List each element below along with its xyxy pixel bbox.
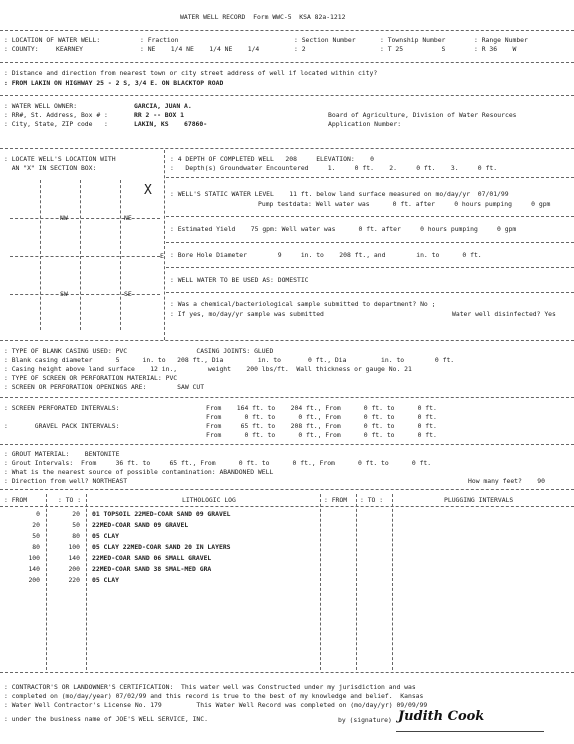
yield-line: : Estimated Yield 75 gpm: Well water was 0 ft. after 0 hours pumping 0 gpm (170, 225, 517, 233)
log-from-header: : FROM (4, 496, 28, 504)
sample-date-line: : If yes, mo/day/yr sample was submitted (170, 310, 324, 318)
certification-line-4: : under the business name of JOE'S WELL SERVICE, INC. (4, 715, 208, 723)
grid-line (10, 218, 160, 219)
address-label: : RR#, St. Address, Box # : (4, 111, 108, 119)
gravel-interval-row: From 65 ft. to 208 ft., From 0 ft. to 0 ft. (206, 422, 437, 430)
log-from: 140 (28, 565, 40, 573)
divider (166, 292, 574, 293)
divider (0, 95, 574, 96)
column-divider (164, 150, 165, 340)
grid-line (80, 180, 81, 330)
log-from: 0 (36, 510, 40, 518)
log-description: 05 CLAY 22MED-COAR SAND 20 IN LAYERS (92, 543, 231, 551)
divider (0, 489, 574, 490)
log-to: 220 (68, 576, 80, 584)
log-to: 50 (72, 521, 80, 529)
grid-e-label: E (160, 252, 164, 260)
grid-line (120, 180, 121, 330)
log-lithology-header: LITHOLOGIC LOG (182, 496, 236, 504)
log-to: 20 (72, 510, 80, 518)
log-description: 05 CLAY (92, 576, 119, 584)
screen-interval-row: From 0 ft. to 0 ft., From 0 ft. to 0 ft. (206, 413, 437, 421)
township-value: : T 25 S (380, 45, 446, 53)
gravel-intervals-label: : GRAVEL PACK INTERVALS: (4, 422, 120, 430)
locate-label: : LOCATE WELL'S LOCATION WITH (4, 155, 116, 163)
divider (166, 216, 574, 217)
signature: Judith Cook (398, 709, 485, 724)
distance-label: : Distance and direction from nearest town or city street address of well if located within city? (4, 69, 378, 77)
bore-line: : Bore Hole Diameter 9 in. to 208 ft., and in. to 0 ft. (170, 251, 482, 259)
casing-type-line: : TYPE OF BLANK CASING USED: PVC CASING JOINTS: GLUED (4, 347, 274, 355)
grout-material-line: : GROUT MATERIAL: BENTONITE (4, 450, 120, 458)
city-value: LAKIN, KS 67860- (134, 120, 208, 128)
grid-line (10, 256, 160, 257)
county-value: KEARNEY (56, 45, 83, 53)
log-to: 200 (68, 565, 80, 573)
divider (0, 30, 574, 31)
certification-line-2: : completed on (mo/day/year) 07/02/99 and this record is true to the best of my knowledge and belief. Kansas (4, 692, 424, 700)
casing-height-line: : Casing height above land surface 12 in., weight 200 lbs/ft. Wall thickness or gauge No. 21 (4, 365, 412, 373)
county-label: : COUNTY: (4, 45, 39, 53)
grid-ne-label: NE (124, 214, 132, 222)
distance-feet-line: How many feet? 90 (468, 477, 545, 485)
divider (0, 62, 574, 63)
direction-line: : Direction from well? NORTHEAST (4, 477, 128, 485)
static-level-line: : WELL'S STATIC WATER LEVEL 11 ft. below land surface measured on mo/day/yr 07/01/99 (170, 190, 509, 198)
grid-sw-label: SW (60, 290, 68, 298)
divider (0, 672, 574, 673)
distance-value: : FROM LAKIN ON HIGHWAY 25 - 2 S, 3/4 E. ON BLACKTOP ROAD (4, 79, 224, 87)
log-description: 05 CLAY (92, 532, 119, 540)
board-text: Board of Agriculture, Division of Water Resources (328, 111, 517, 119)
depth-line: : 4 DEPTH OF COMPLETED WELL 208 ELEVATION: 0 (170, 155, 374, 163)
log-to: 140 (68, 554, 80, 562)
divider (0, 397, 574, 398)
owner-label: : WATER WELL OWNER: (4, 102, 78, 110)
log-to: 100 (68, 543, 80, 551)
grid-line (40, 180, 41, 330)
grid-se-label: SE (124, 290, 132, 298)
township-label: : Township Number (380, 36, 446, 44)
location-label: : LOCATION OF WATER WELL: (4, 36, 101, 44)
certification-line-1: : CONTRACTOR'S OR LANDOWNER'S CERTIFICATION: This water well was Constructed under my jurisdiction and was (4, 683, 416, 691)
column-divider (86, 494, 87, 670)
locate-label-2: AN "X" IN SECTION BOX: (4, 164, 97, 172)
signature-line (396, 731, 544, 732)
column-divider (46, 494, 47, 670)
casing-diameter-line: : Blank casing diameter 5 in. to 208 ft., Dia in. to 0 ft., Dia in. to 0 ft. (4, 356, 455, 364)
range-label: : Range Number (474, 36, 528, 44)
log-from: 100 (28, 554, 40, 562)
fraction-value: : NE 1/4 NE 1/4 NE 1/4 (140, 45, 260, 53)
screen-intervals-label: : SCREEN PERFORATED INTERVALS: (4, 404, 120, 412)
log-from: 20 (32, 521, 40, 529)
fraction-label: : Fraction (140, 36, 179, 44)
owner-value: GARCIA, JUAN A. (134, 102, 192, 110)
screen-openings-line: : SCREEN OR PERFORATION OPENINGS ARE: SAW CUT (4, 383, 205, 391)
divider (0, 506, 574, 507)
divider (166, 177, 574, 178)
grid-line (10, 294, 160, 295)
section-label: : Section Number (294, 36, 356, 44)
divider (0, 340, 574, 341)
log-to-header: : TO : (58, 496, 82, 504)
log-from: 50 (32, 532, 40, 540)
plugging-header: PLUGGING INTERVALS (444, 496, 514, 504)
divider (0, 148, 574, 149)
chemical-line: : Was a chemical/bacteriological sample submitted to department? No ; (170, 300, 436, 308)
groundwater-line: : Depth(s) Groundwater Encountered 1. 0 ft. 2. 0 ft. 3. 0 ft. (170, 164, 498, 172)
city-label: : City, State, ZIP code : (4, 120, 108, 128)
screen-interval-row: From 164 ft. to 204 ft., From 0 ft. to 0 ft. (206, 404, 437, 412)
divider (0, 444, 574, 445)
divider (166, 267, 574, 268)
range-value: : R 36 W (474, 45, 517, 53)
signature-label: by (signature) (338, 716, 392, 724)
well-location-mark: X (144, 183, 152, 198)
divider (166, 242, 574, 243)
log-to-header-2: : TO : (360, 496, 384, 504)
log-description: 22MED-COAR SAND 06 SMALL GRAVEL (92, 554, 212, 562)
form-title: WATER WELL RECORD Form WWC-5 KSA 82a-1212 (180, 13, 346, 21)
column-divider (392, 494, 393, 670)
screen-material-line: : TYPE OF SCREEN OR PERFORATION MATERIAL: PVC (4, 374, 178, 382)
gravel-interval-row: From 0 ft. to 0 ft., From 0 ft. to 0 ft. (206, 431, 437, 439)
grout-intervals-line: : Grout Intervals: From 36 ft. to 65 ft., From 0 ft. to 0 ft., From 0 ft. to 0 ft. (4, 459, 432, 467)
address-value: RR 2 -- BOX 1 (134, 111, 185, 119)
log-from: 80 (32, 543, 40, 551)
contamination-line: : What is the nearest source of possible contamination: ABANDONED WELL (4, 468, 274, 476)
certification-line-3: : Water Well Contractor's License No. 179 This Water Well Record was completed on (mo/day/yr) 09/09/99 (4, 701, 428, 709)
column-divider (356, 494, 357, 670)
application-label: Application Number: (328, 120, 402, 128)
pump-test-line: Pump testdata: Well water was 0 ft. after 0 hours pumping 0 gpm (258, 200, 551, 208)
log-description: 22MED-COAR SAND 38 SMAL-MED GRA (92, 565, 212, 573)
log-from: 200 (28, 576, 40, 584)
disinfected-line: Water well disinfected? Yes (452, 310, 556, 318)
section-value: : 2 (294, 45, 306, 53)
grid-nw-label: NW (60, 214, 68, 222)
water-use-line: : WELL WATER TO BE USED AS: DOMESTIC (170, 276, 309, 284)
log-from-header-2: : FROM (324, 496, 348, 504)
log-to: 80 (72, 532, 80, 540)
log-description: 01 TOPSOIL 22MED-COAR SAND 09 GRAVEL (92, 510, 231, 518)
column-divider (320, 494, 321, 670)
log-description: 22MED-COAR SAND 09 GRAVEL (92, 521, 189, 529)
